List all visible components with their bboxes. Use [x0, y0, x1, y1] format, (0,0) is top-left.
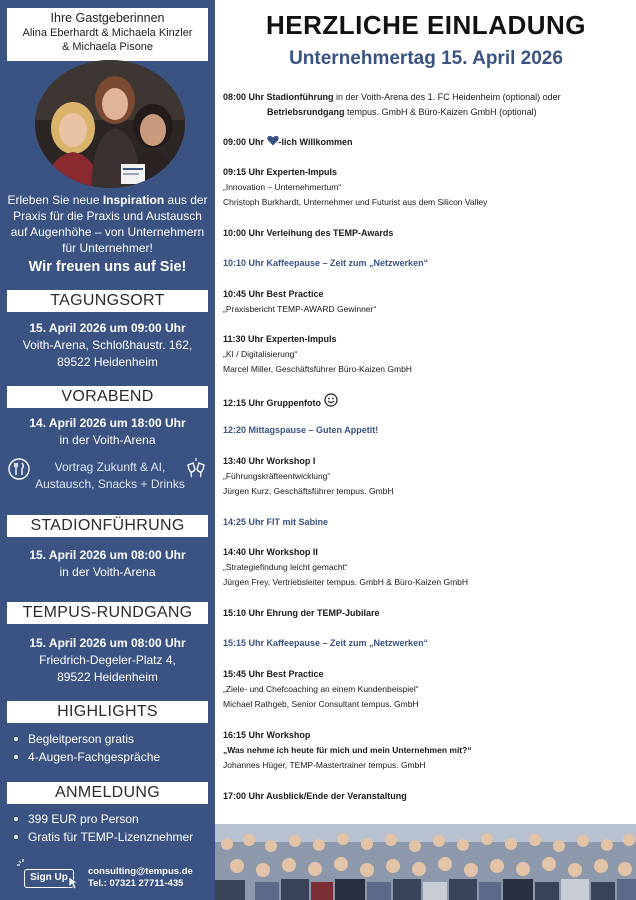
intro-text-post: aus der Praxis für die Praxis und Austausch auf Augenhöhe – von Unternehmern für Unternehmer! — [10, 193, 208, 255]
smiley-icon — [324, 393, 338, 407]
agenda-item-break — [223, 256, 628, 271]
agenda-title: 14:40 Uhr Workshop II — [223, 547, 318, 557]
intro-text-bold: Inspiration — [102, 193, 165, 207]
agenda-title: 10:00 Uhr Verleihung des TEMP-Awards — [223, 228, 394, 238]
agenda-item — [223, 135, 628, 150]
cutlery-icon — [8, 458, 30, 480]
agenda-title: 16:15 Uhr Workshop — [223, 730, 311, 740]
agenda-item — [223, 332, 628, 377]
agenda-title: 15:10 Uhr Ehrung der TEMP-Jubilare — [223, 608, 380, 618]
agenda-title: 10:10 Uhr Kaffeepause – Zeit zum „Netzwerken“ — [223, 258, 429, 268]
hosts-box — [7, 8, 208, 61]
contact-info — [88, 866, 210, 890]
list-item: Begleitperson gratis — [12, 730, 212, 748]
tempus-address-line1: Friedrich-Degeler-Platz 4, — [39, 653, 176, 667]
agenda-item — [223, 165, 628, 210]
contact-phone[interactable]: Tel.: 07321 27711-435 — [88, 878, 184, 889]
crowd-group-photo — [215, 824, 636, 900]
agenda-speaker: Jürgen Frey, Vertriebsleiter tempus. GmbH & Büro-Kaizen GmbH — [223, 577, 469, 587]
agenda-speaker: Christoph Burkhardt, Unternehmer und Futurist aus dem Silicon Valley — [223, 197, 488, 207]
agenda-topic: „Praxisbericht TEMP-AWARD Gewinner“ — [223, 304, 377, 314]
section-heading-vorabend: VORABEND — [7, 386, 208, 408]
agenda-item — [223, 667, 628, 712]
highlights-list — [12, 730, 212, 766]
agenda-topic: „Führungskräfteentwicklung“ — [223, 471, 331, 481]
agenda-topic: „Strategiefindung leicht gemacht“ — [223, 562, 348, 572]
agenda-title-2: Betriebsrundgang — [267, 107, 345, 117]
intro-text — [5, 192, 210, 256]
agenda-item-break — [223, 636, 628, 651]
tempus-address-line2: 89522 Heidenheim — [57, 670, 158, 684]
agenda-text: in der Voith-Arena des 1. FC Heidenheim (optional) oder — [333, 92, 561, 102]
section-heading-tagungsort: TAGUNGSORT — [7, 290, 208, 312]
agenda-title: 13:40 Uhr Workshop I — [223, 456, 316, 466]
vorabend-program-text — [30, 459, 190, 493]
hosts-names-line2: & Michaela Pisone — [61, 41, 154, 53]
agenda-title: 15:45 Uhr Best Practice — [223, 669, 324, 679]
stadion-location: in der Voith-Arena — [59, 565, 156, 579]
list-item: Gratis für TEMP-Lizenznehmer — [12, 828, 212, 846]
vorabend-location: in der Voith-Arena — [59, 433, 156, 447]
tempus-details — [5, 635, 210, 686]
agenda-speaker: Jürgen Kurz, Geschäftsführer tempus. GmbH — [223, 486, 394, 496]
page-subtitle: Unternehmertag 15. April 2026 — [289, 48, 563, 69]
tagungsort-address-line1: Voith-Arena, Schloßhaustr. 162, — [22, 338, 193, 352]
tagungsort-address-line2: 89522 Heidenheim — [57, 355, 158, 369]
agenda-item — [223, 789, 628, 804]
agenda-continuation — [223, 105, 628, 120]
agenda-speaker: Johannes Hüger, TEMP-Mastertrainer tempus. GmbH — [223, 760, 426, 770]
anmeldung-list — [12, 810, 212, 846]
cursor-arrow-icon — [68, 876, 80, 890]
agenda-title: 12:15 Uhr Gruppenfoto — [223, 398, 322, 408]
intro-closing: Wir freuen uns auf Sie! — [28, 259, 187, 275]
agenda-title: 12:20 Mittagspause – Guten Appetit! — [223, 425, 379, 435]
stadion-details — [5, 547, 210, 581]
sign-up-button[interactable] — [16, 858, 78, 888]
agenda-title: 09:15 Uhr Experten-Impuls — [223, 167, 338, 177]
agenda-item — [223, 545, 628, 590]
vorabend-program — [0, 455, 215, 495]
agenda-speaker: Michael Rathgeb, Senior Consultant tempus. GmbH — [223, 699, 419, 709]
stadion-date: 15. April 2026 um 08:00 Uhr — [29, 548, 186, 562]
agenda-item — [223, 90, 628, 120]
agenda-item — [223, 606, 628, 621]
agenda-text: -lich Willkommen — [278, 137, 353, 147]
agenda-speaker: Marcel Miller, Geschäftsführer Büro-Kaizen GmbH — [223, 364, 412, 374]
agenda-item-break — [223, 423, 628, 438]
agenda-title: 10:45 Uhr Best Practice — [223, 289, 324, 299]
section-heading-tempus-rundgang: TEMPUS-RUNDGANG — [7, 602, 208, 624]
agenda-title: 11:30 Uhr Experten-Impuls — [223, 334, 337, 344]
agenda-title: 14:25 Uhr FIT mit Sabine — [223, 517, 329, 527]
hosts-title: Ihre Gastgeberinnen — [50, 11, 165, 25]
agenda-time: 08:00 Uhr — [223, 92, 265, 102]
tagungsort-details — [5, 320, 210, 371]
agenda-item — [223, 393, 628, 411]
intro-text-pre: Erleben Sie neue — [7, 193, 103, 207]
vorabend-date: 14. April 2026 um 18:00 Uhr — [29, 416, 186, 430]
page-title: HERZLICHE EINLADUNG — [265, 10, 587, 40]
heart-icon — [267, 135, 279, 146]
agenda-text-2: tempus. GmbH & Büro-Kaizen GmbH (optional) — [344, 107, 537, 117]
agenda-topic: „Ziele- und Chefcoaching an einem Kundenbeispiel“ — [223, 684, 419, 694]
agenda-item-break — [223, 515, 628, 530]
section-heading-anmeldung: ANMELDUNG — [7, 782, 208, 804]
agenda-item — [223, 728, 628, 773]
vorabend-details — [5, 415, 210, 449]
list-item: 399 EUR pro Person — [12, 810, 212, 828]
list-item: 4-Augen-Fachgespräche — [12, 748, 212, 766]
hosts-portrait-photo — [35, 60, 185, 188]
section-heading-highlights: HIGHLIGHTS — [7, 701, 208, 723]
agenda-title: Stadionführung — [266, 92, 334, 102]
vorabend-program-line1: Vortrag Zukunft & AI, — [54, 460, 166, 474]
agenda-title: 17:00 Uhr Ausblick/Ende der Veranstaltung — [223, 791, 407, 801]
agenda-topic: „Innovation – Unternehmertum“ — [223, 182, 342, 192]
tagungsort-date: 15. April 2026 um 09:00 Uhr — [29, 321, 186, 335]
section-heading-stadionfuehrung: STADIONFÜHRUNG — [7, 515, 208, 537]
agenda-item — [223, 226, 628, 241]
toast-glasses-icon — [184, 456, 208, 480]
tempus-date: 15. April 2026 um 08:00 Uhr — [29, 636, 186, 650]
agenda-item — [223, 454, 628, 499]
agenda-topic: „KI / Digitalisierung“ — [223, 349, 298, 359]
sign-up-label: Sign Up — [24, 869, 74, 888]
agenda-item — [223, 287, 628, 317]
agenda-time: 09:00 Uhr — [223, 137, 265, 147]
agenda-topic: „Was nehme ich heute für mich und mein Unternehmen mit?“ — [223, 745, 472, 755]
vorabend-program-line2: Austausch, Snacks + Drinks — [35, 477, 185, 491]
agenda-title: 15:15 Uhr Kaffeepause – Zeit zum „Netzwerken“ — [223, 638, 429, 648]
hosts-names-line1: Alina Eberhardt & Michaela Kinzler — [22, 27, 193, 39]
contact-email[interactable]: consulting@tempus.de — [88, 866, 193, 877]
sidebar — [0, 0, 215, 900]
